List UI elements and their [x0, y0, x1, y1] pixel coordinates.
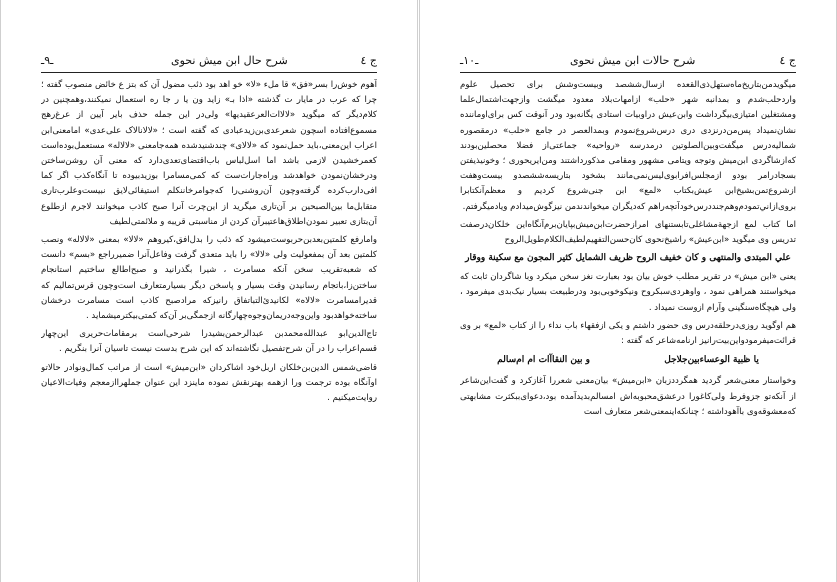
paragraph: اما کتاب لمع ازجهةمشاغلی‌تابستنهای ‌امرازحضرت‌ابن‌میش‌بپایان‌برم‌آنگاه‌این خلکان‌درصفت تدریس وی میگوید «ابن‌عیش» را‌شیخ‌نحوی کان‌حسن‌التفهیم‌لطیف‌الکلام‌طویل‌الروح [460, 219, 796, 246]
volume-label: ج ٤ [779, 54, 796, 67]
right-page [419, 0, 837, 582]
page-number: ـ٩ـ [41, 54, 54, 67]
header-rule [41, 72, 377, 73]
page-header [41, 50, 377, 72]
page-header [460, 50, 796, 72]
page-body [460, 78, 796, 562]
arabic-verse: علي المبتدی والمنتهی و کان خفیف الروح ظریف الشمايل کثیر المجون مع سکینة ووقار [465, 253, 791, 264]
page-number: ـ١٠ـ [460, 54, 479, 67]
paragraph: یعنی «ابن میش» در تقریر مطلب خوش بیان بود بعبارت نغز سخن میکرد وبا شاگردان ثابت که میخواستند همراهی نمود ، واوهردی‌سبکروح ونیکوخوبی‌بود ودرطبیعت بسیار نیک‌بدی‌ میفرمود ، ولی هیچگاه‌سنگینی وآرام ازوست نمیداد . [460, 272, 796, 313]
running-title: شرح حالات ابن میش نحوی [570, 54, 696, 67]
paragraph: وخواستار معنی‌شعر گردید ‌همگرددزبان «ابن‌میش» بیان‌معنی شعررا آغازکرد و گفت‌این‌شاعر از آنکه‌تو جزوفرط ولی‌کاغورا درعشق‌محبوبه‌اش امسالم‌بدیدآمده بود،دعوای‌ببکثرت مشابهتی که‌معشوقه‌وی باآهوداشته ؛ چنانکه‌اینمعنی‌شعر متعارف است [460, 376, 796, 417]
poem-couplet [460, 353, 796, 368]
paragraph: میگوید‌من‌بتاریخ‌ماه‌ستهل‌ذی‌القعده ازسال‌ششصد وبیست‌وشش برای تحصیل علوم وارد‌حلب‌شدم و بمدانبه شهر «حلب» ازامهات‌بلاد معدود میگشت وازجهت‌اشتمال‌علما ومشتغلین امتیازی‌بیگرداشت وابن‌عیش دراوبیات استادی یگانه‌بود ودر آنوقت کس برای‌اوماننده نشان‌نمیداد پس‌من‌درنزدی دری درس‌شروع‌نمودم و‌بمدالعصر در جامع «حلب» درمقصوره شمالیه‌درس میگفت‌وبین‌الصلوتین در‌مدرسه «رواحیه» جماعتی‌از فضلا محصلین‌بودند که‌ازشاگردی ابن‌میش وتوجه ویتامی مشهور ومقامی مذکورداشتند ومن‌ایریحوری ؛ وخو‌نیذیفتن بسجادرامر بودو ازمجلس‌افرابوی‌لیس‌نمی‌مانند بشخود بتاریسه‌ششصدو بیست‌وهفت ازشروع‌تمن‌بشیخ‌ابن عیش‌بکتاب «لمع» ابن جنی‌شروع کردیم و معظم‌آنکتابرا بروی‌ازاني‌تمودم‌وهم‌جنددرس‌خود‌آتچه‌راهم که‌دیگران میخواندند‌من نیز‌گوش‌میدادم ویاد‌میگرفتم. [460, 80, 796, 212]
hemistich-second: و بین النقاآات ام ام‌سالم [497, 355, 590, 366]
hemistich-first: یا ظبیة الوعساءبین‌جلاجل [664, 355, 759, 366]
paragraph: قاضی‌شمس الدین‌بن‌خلکان اربل‌خود اشاکردان «ابن‌میش» است از مراتب کمال‌ونوادر حالاتو اوآنگاه بوده ترجمت ورا ازهمه بهتر‌نقش نموده ماینز‌د این عنوان جملهرا‌ازمعجم وفیات‌الاعیان روایت‌میکنیم . [41, 362, 377, 404]
page-body [41, 78, 377, 562]
volume-label: ج ٤ [360, 54, 377, 67]
paragraph: تاج‌الدین‌ابو عبدالله‌محمدبن عبدالرحمن‌بشید‌را شرحی‌است برمقامات‌حریری این‌چهار قسم‌اعراب را در آن شرح‌تفصیل نگاشته‌اند که این شرح بدست نیست تاسیان آنرا بنگریم . [41, 329, 377, 355]
running-title: شرح حال ابن میش نحوی [171, 54, 288, 67]
header-rule [460, 72, 796, 73]
paragraph: وامارفع کلمتین‌بعد‌بن‌حر‌بوست‌میشود که ذئب را بدل‌افق‌،کیروهم «لالا» بمعنی «لالاله» ونصب کلمتین بعد آن بمفعولیت ولی «لالا» را باید متعدی گرفت وفاعل‌آنرا ضمیر‌راجع «بسم» دانست که شعبه‌تقریب سخن آنکه مسامرت ، شیرا بگذرانید و صبح‌اطالع ساختیم ‌استانجام ساختن‌زا،باتجام رسانیدن وقت بسیار و پاسخن دیگر بسیار‌متعارف است‌وچون قرس‌تمالیم که قدیرا‌مسامرت «لالا‌ه» لکانیدئ‌التباتفاق رانیزکه مراد‌صبح کاذب است مسامرت درخشان ساخته‌خواهد‌بود واین‌وجه‌دریمان‌وجوه‌چهار‌گانه ازجمگی‌بر آن‌که کمتی‌بیکتر‌میشماید . [41, 235, 377, 322]
left-page [0, 0, 418, 582]
paragraph: آهوم خوش‌را بسر‌«فق» قا ملء «لا» خو اهد بود ذئب مضول آن که بتز ع خائض منصوب گفته ؛ چرا که عرب در مایار ت گذشته «اذا بـ» زاید ون یا ر جا ره استعمال نمیکنند،وهمچنین در کلا‌م‌دیگر که میگوید «لالاات‌العرعقیدیها» ولی‌در این جمله حذف بایر آیین از عرغ‌رهج مسموع‌افتاده اسچون شعرعدی‌بن‌زیدعبادی که گفته است ؛ «لالانالاک علی‌عدی» اما‌معنی‌ابن اعراب این‌معنی،باید حمل‌نمود که «لالا‌ی» چندشنید‌شده همه‌جا‌معنی «لالاله» مستعمل‌بوده‌است کعمرخشیدن لازمی باشد اما اسل‌لباس باب‌اقتضای‌تعدی‌دارد که معنی آن روشن‌ساختن ودرخشان‌نمودن خواهدشد وراه‌جارات‌ست که کمی‌مسامرا بوزیدبیوده تا آنگاه‌کذب اگر کما افی‌دارب‌کرده گرفته‌وچون آن‌روشنی‌را که‌جو‌امرخا‌ننکلم استیفائی‌لایق نبیست‌وعلرب‌تاری متقابل‌ما بین‌الصبحین بر آن‌تاری میگرید از این‌چرت آنرا صبح کاذب میخوانند لاجرم ازطلوع آن‌بتازی تعبیر نمودن‌اطلاق‌ها‌عتیبر‌آن کردن از مناسبتی قریبه‌ و ملائمتی‌لطیف [41, 80, 377, 227]
paragraph: هم اوگوید روزی‌درحلقه‌درس وی حضور داشتم و یکی ازفقهاء باب نداء را از کتاب «لمع» بر وی قرائت‌میفرمود‌واین‌بیت‌رانیز ارنامه‌شاعر که گفته : [460, 320, 796, 347]
